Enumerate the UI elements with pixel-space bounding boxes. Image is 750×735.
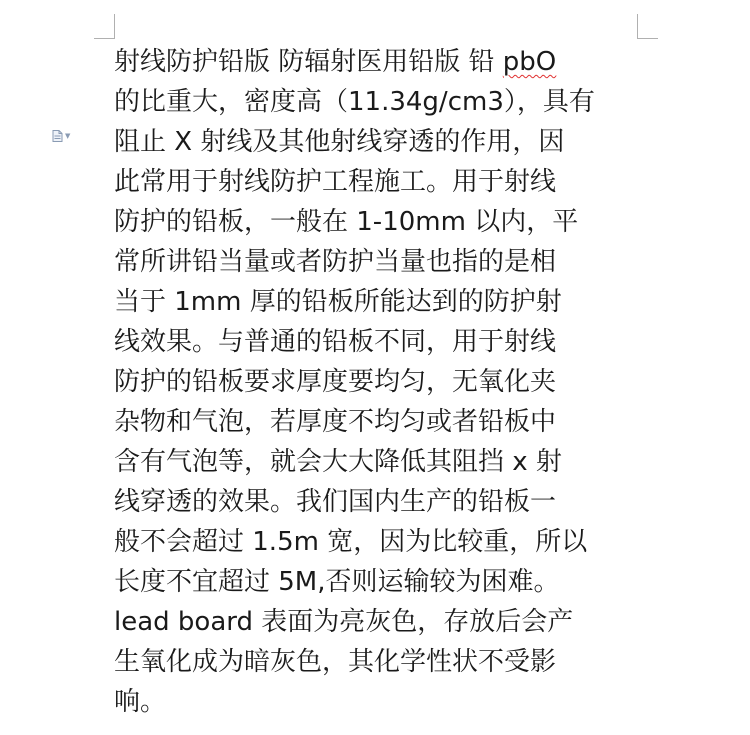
text-line: 般不会超过 1.5m 宽，因为比较重，所以 — [114, 527, 588, 557]
text-line: 生氧化成为暗灰色，其化学性状不受影 — [114, 647, 557, 677]
text-line: 响。 — [114, 687, 167, 717]
text-line: 防护的铅板要求厚度要均匀，无氧化夹 — [114, 367, 557, 397]
document-body[interactable] — [114, 42, 646, 722]
text-line: 线穿透的效果。我们国内生产的铅板一 — [114, 487, 557, 517]
text-line: 当于 1mm 厚的铅板所能达到的防护射 — [114, 287, 562, 317]
top-right-margin-mark — [637, 14, 658, 39]
paragraph-options[interactable] — [52, 130, 70, 142]
top-left-margin-mark — [94, 14, 115, 39]
chevron-down-icon: ▼ — [65, 131, 71, 140]
text-line: 常所讲铅当量或者防护当量也指的是相 — [114, 247, 557, 277]
text-line — [114, 42, 646, 82]
text-line: 含有气泡等，就会大大降低其阻挡 x 射 — [114, 447, 562, 477]
text-line: 杂物和气泡，若厚度不均匀或者铅板中 — [114, 407, 557, 437]
text-line: lead board 表面为亮灰色，存放后会产 — [114, 607, 574, 637]
text-line: 长度不宜超过 5M,否则运输较为困难。 — [114, 567, 560, 597]
text-line: 线效果。与普通的铅板不同，用于射线 — [114, 327, 557, 357]
text-line: 的比重大，密度高（11.34g/cm3），具有 — [114, 87, 595, 117]
text-line: 此常用于射线防护工程施工。用于射线 — [114, 167, 557, 197]
text-line: 阻止 X 射线及其他射线穿透的作用，因 — [114, 127, 565, 157]
text-line-content: 射线防护铅版 防辐射医用铅版 铅 — [114, 47, 503, 77]
spellcheck-flagged-word[interactable]: pbO — [502, 47, 557, 77]
text-line: 防护的铅板，一般在 1-10mm 以内，平 — [114, 207, 579, 237]
document-icon — [52, 130, 63, 142]
